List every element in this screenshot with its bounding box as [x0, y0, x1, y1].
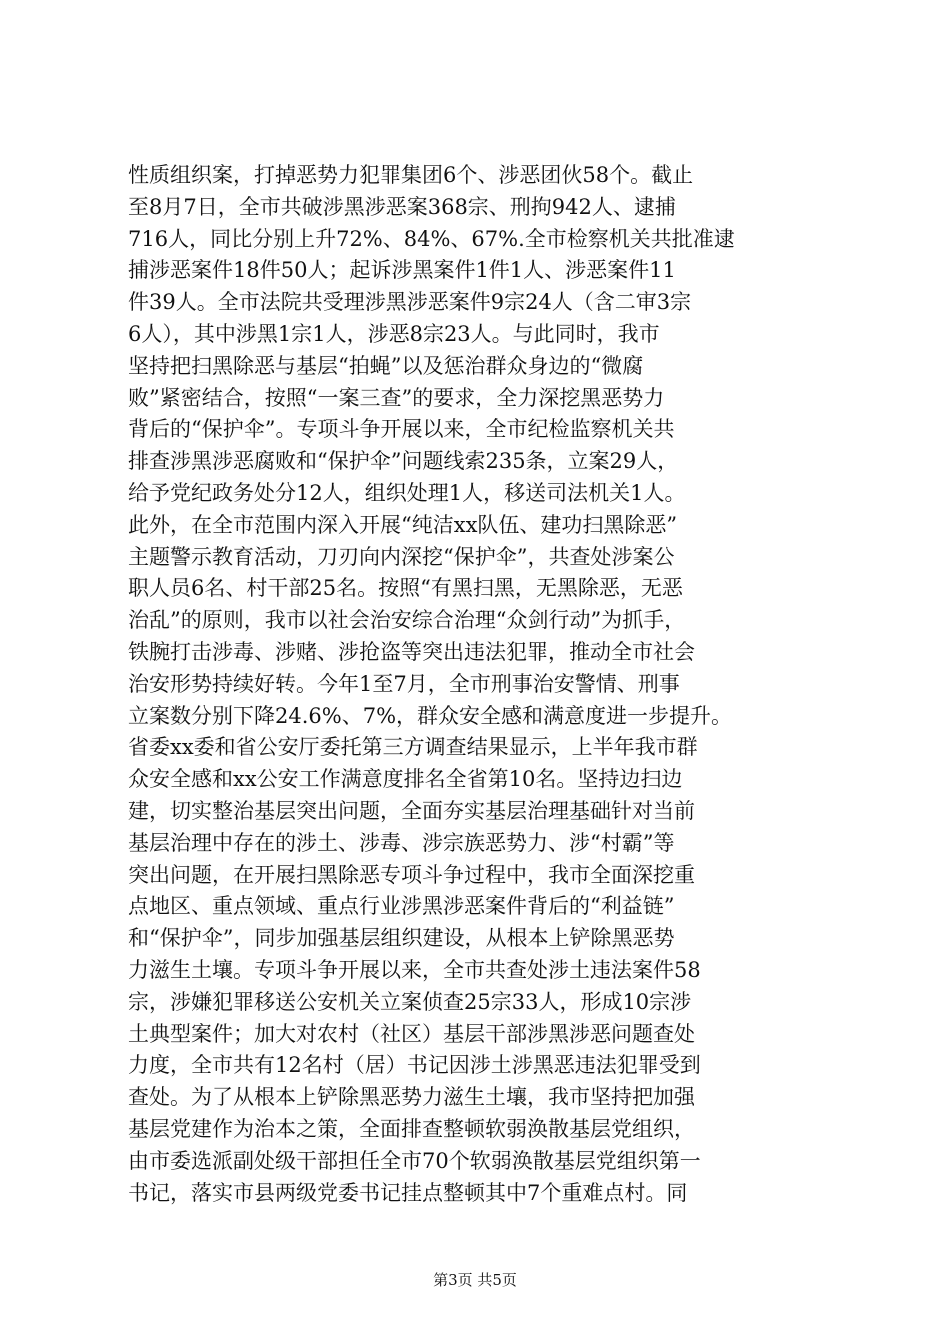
- body-line: 捕涉恶案件18件50人；起诉涉黑案件1件1人、涉恶案件11: [128, 258, 676, 283]
- body-line: 坚持把扫黑除恶与基层“拍蝇”以及惩治群众身边的“微腐: [128, 353, 644, 378]
- body-line: 6人），其中涉黑1宗1人，涉恶8宗23人。与此同时，我市: [128, 321, 660, 346]
- body-line: 点地区、重点领域、重点行业涉黑涉恶案件背后的“利益链”: [128, 894, 675, 919]
- body-line: 背后的“保护伞”。专项斗争开展以来，全市纪检监察机关共: [128, 417, 675, 442]
- page-footer: 第3页 共5页: [433, 1271, 517, 1289]
- body-line: 基层治理中存在的涉土、涉毒、涉宗族恶势力、涉“村霸”等: [128, 830, 675, 855]
- body-line: 排查涉黑涉恶腐败和“保护伞”问题线索235条，立案29人，: [128, 449, 679, 474]
- body-line: 至8月7日，全市共破涉黑涉恶案368宗、刑拘942人、逮捕: [128, 194, 676, 219]
- body-line: 立案数分别下降24.6%、7%，群众安全感和满意度进一步提升。: [128, 703, 733, 728]
- body-line: 职人员6名、村干部25名。按照“有黑扫黑，无黑除恶，无恶: [128, 576, 683, 601]
- body-line: 宗，涉嫌犯罪移送公安机关立案侦查25宗33人，形成10宗涉: [128, 989, 692, 1014]
- body-line: 力度，全市共有12名村（居）书记因涉土涉黑恶违法犯罪受到: [128, 1053, 701, 1078]
- body-line: 基层党建作为治本之策，全面排查整顿软弱涣散基层党组织，: [128, 1116, 695, 1141]
- body-text: [128, 160, 828, 1209]
- body-line: 力滋生土壤。专项斗争开展以来，全市共查处涉土违法案件58: [128, 957, 701, 982]
- body-line: 突出问题，在开展扫黑除恶专项斗争过程中，我市全面深挖重: [128, 862, 695, 887]
- body-line: 治安形势持续好转。今年1至7月，全市刑事治安警情、刑事: [128, 671, 680, 696]
- body-line: 众安全感和xx公安工作满意度排名全省第10名。坚持边扫边: [128, 767, 683, 792]
- body-line: 由市委选派副处级干部担任全市70个软弱涣散基层党组织第一: [128, 1148, 701, 1173]
- body-line: 建，切实整治基层突出问题，全面夯实基层治理基础针对当前: [128, 798, 695, 823]
- body-line: 716人，同比分别上升72%、84%、67%.全市检察机关共批准逮: [128, 226, 735, 251]
- body-line: 性质组织案，打掉恶势力犯罪集团6个、涉恶团伙58个。截止: [128, 163, 694, 187]
- body-line: 土典型案件；加大对农村（社区）基层干部涉黑涉恶问题查处: [128, 1021, 695, 1046]
- body-line: 省委xx委和省公安厅委托第三方调查结果显示，上半年我市群: [128, 735, 698, 760]
- body-line: 查处。为了从根本上铲除黑恶势力滋生土壤，我市坚持把加强: [128, 1085, 695, 1110]
- body-line: 铁腕打击涉毒、涉赌、涉抢盗等突出违法犯罪，推动全市社会: [128, 639, 695, 664]
- body-line: 主题警示教育活动，刀刃向内深挖“保护伞”，共查处涉案公: [128, 544, 675, 569]
- body-line: 败”紧密结合，按照“一案三查”的要求，全力深挖黑恶势力: [128, 385, 665, 410]
- body-line: 书记，落实市县两级党委书记挂点整顿其中7个重难点村。同: [128, 1180, 688, 1205]
- body-line: 和“保护伞”，同步加强基层组织建设，从根本上铲除黑恶势: [128, 926, 675, 951]
- body-line: 给予党纪政务处分12人，组织处理1人，移送司法机关1人。: [128, 480, 686, 505]
- body-line: 此外，在全市范围内深入开展“纯洁xx队伍、建功扫黑除恶”: [128, 512, 678, 537]
- body-line: 治乱”的原则，我市以社会治安综合治理“众剑行动”为抓手，: [128, 608, 686, 633]
- body-line: 件39人。全市法院共受理涉黑涉恶案件9宗24人（含二审3宗: [128, 290, 692, 315]
